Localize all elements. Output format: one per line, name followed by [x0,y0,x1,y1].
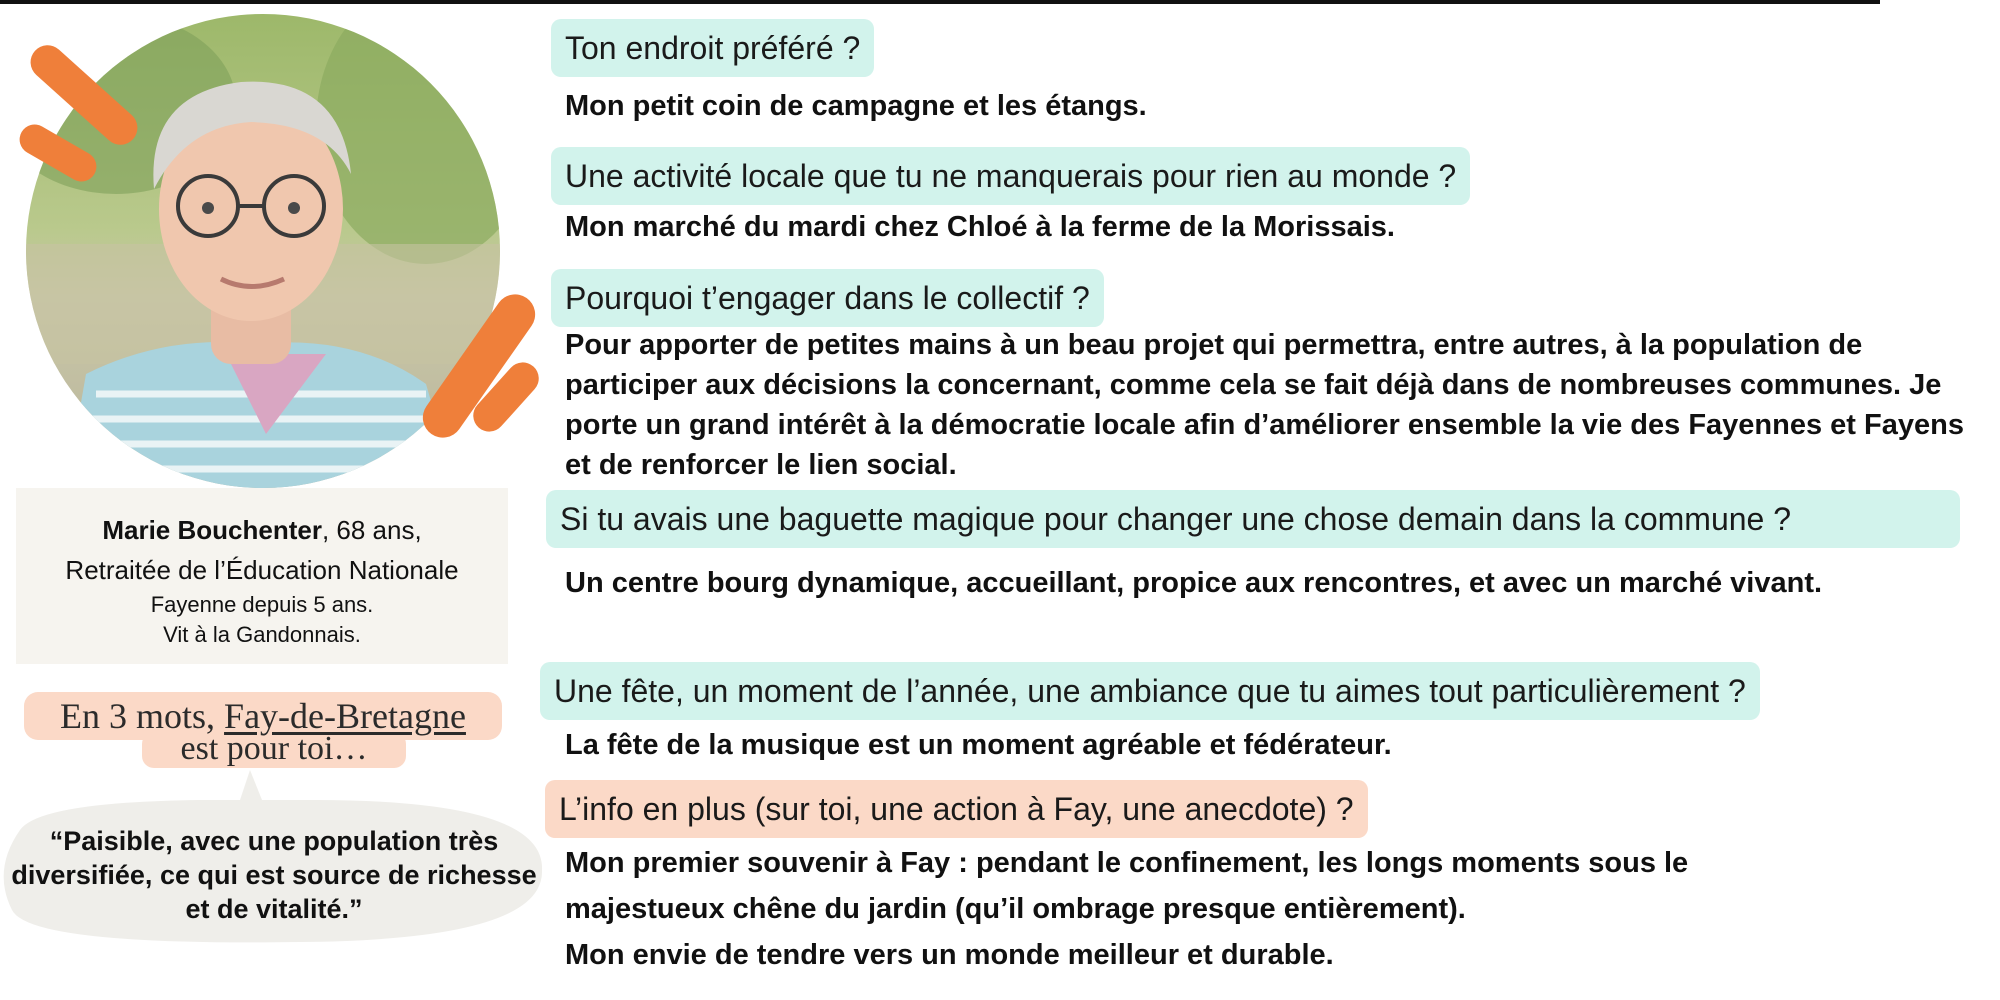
question-1: Ton endroit préféré ? [551,19,874,77]
question-6: L’info en plus (sur toi, une action à Fay, une anecdote) ? [545,780,1368,838]
top-rule [0,0,1880,4]
three-words-title: En 3 mots, Fay-de-Bretagne [60,696,466,736]
quote-text: “Paisible, avec une population très diversifiée, ce qui est source de richesse et de vitalité.” [11,826,537,924]
question-4: Si tu avais une baguette magique pour changer une chose demain dans la commune ? [546,490,1960,548]
three-words-subtitle: est pour toi… [180,730,368,767]
person-location: Vit à la Gandonnais. [163,622,361,647]
person-since: Fayenne depuis 5 ans. [150,592,374,617]
three-words-header [24,692,502,770]
place-name: Fay-de-Bretagne [224,696,466,736]
identity-card [16,488,508,664]
person-name: Marie Bouchenter [102,515,322,545]
answer-6-line: majestueux chêne du jardin (qu’il ombrage presque entièrement). [565,893,1466,925]
identity-name-line [16,510,508,550]
answer-4: Un centre bourg dynamique, accueillant, propice aux rencontres, et avec un marché vivant. [565,567,1823,599]
person-role: Retraitée de l’Éducation Nationale [65,555,459,585]
answer-6 [565,840,1985,978]
answer-1: Mon petit coin de campagne et les étangs. [565,90,1147,122]
question-2: Une activité locale que tu ne manquerais pour rien au monde ? [551,147,1470,205]
question-3: Pourquoi t’engager dans le collectif ? [551,269,1104,327]
answer-3: Pour apporter de petites mains à un beau projet qui permettra, entre autres, à la population de participer aux décisions la concernant, comme cela se fait déjà dans de nombreuses communes. Je porte un grand intérêt à la démocratie locale afin d’améliorer ensemble la vie des Fayennes et Fayens et de renforcer le lien social. [565,329,1964,481]
person-age: , 68 ans, [321,515,422,545]
quote-bubble [0,770,548,950]
answer-2: Mon marché du mardi chez Chloé à la ferme de la Morissais. [565,211,1395,243]
answer-6-line: Mon premier souvenir à Fay : pendant le confinement, les longs moments sous le [565,847,1689,879]
question-5: Une fête, un moment de l’année, une ambiance que tu aimes tout particulièrement ? [540,662,1760,720]
answer-5: La fête de la musique est un moment agréable et fédérateur. [565,729,1392,761]
answer-6-line: Mon envie de tendre vers un monde meilleur et durable. [565,939,1334,971]
